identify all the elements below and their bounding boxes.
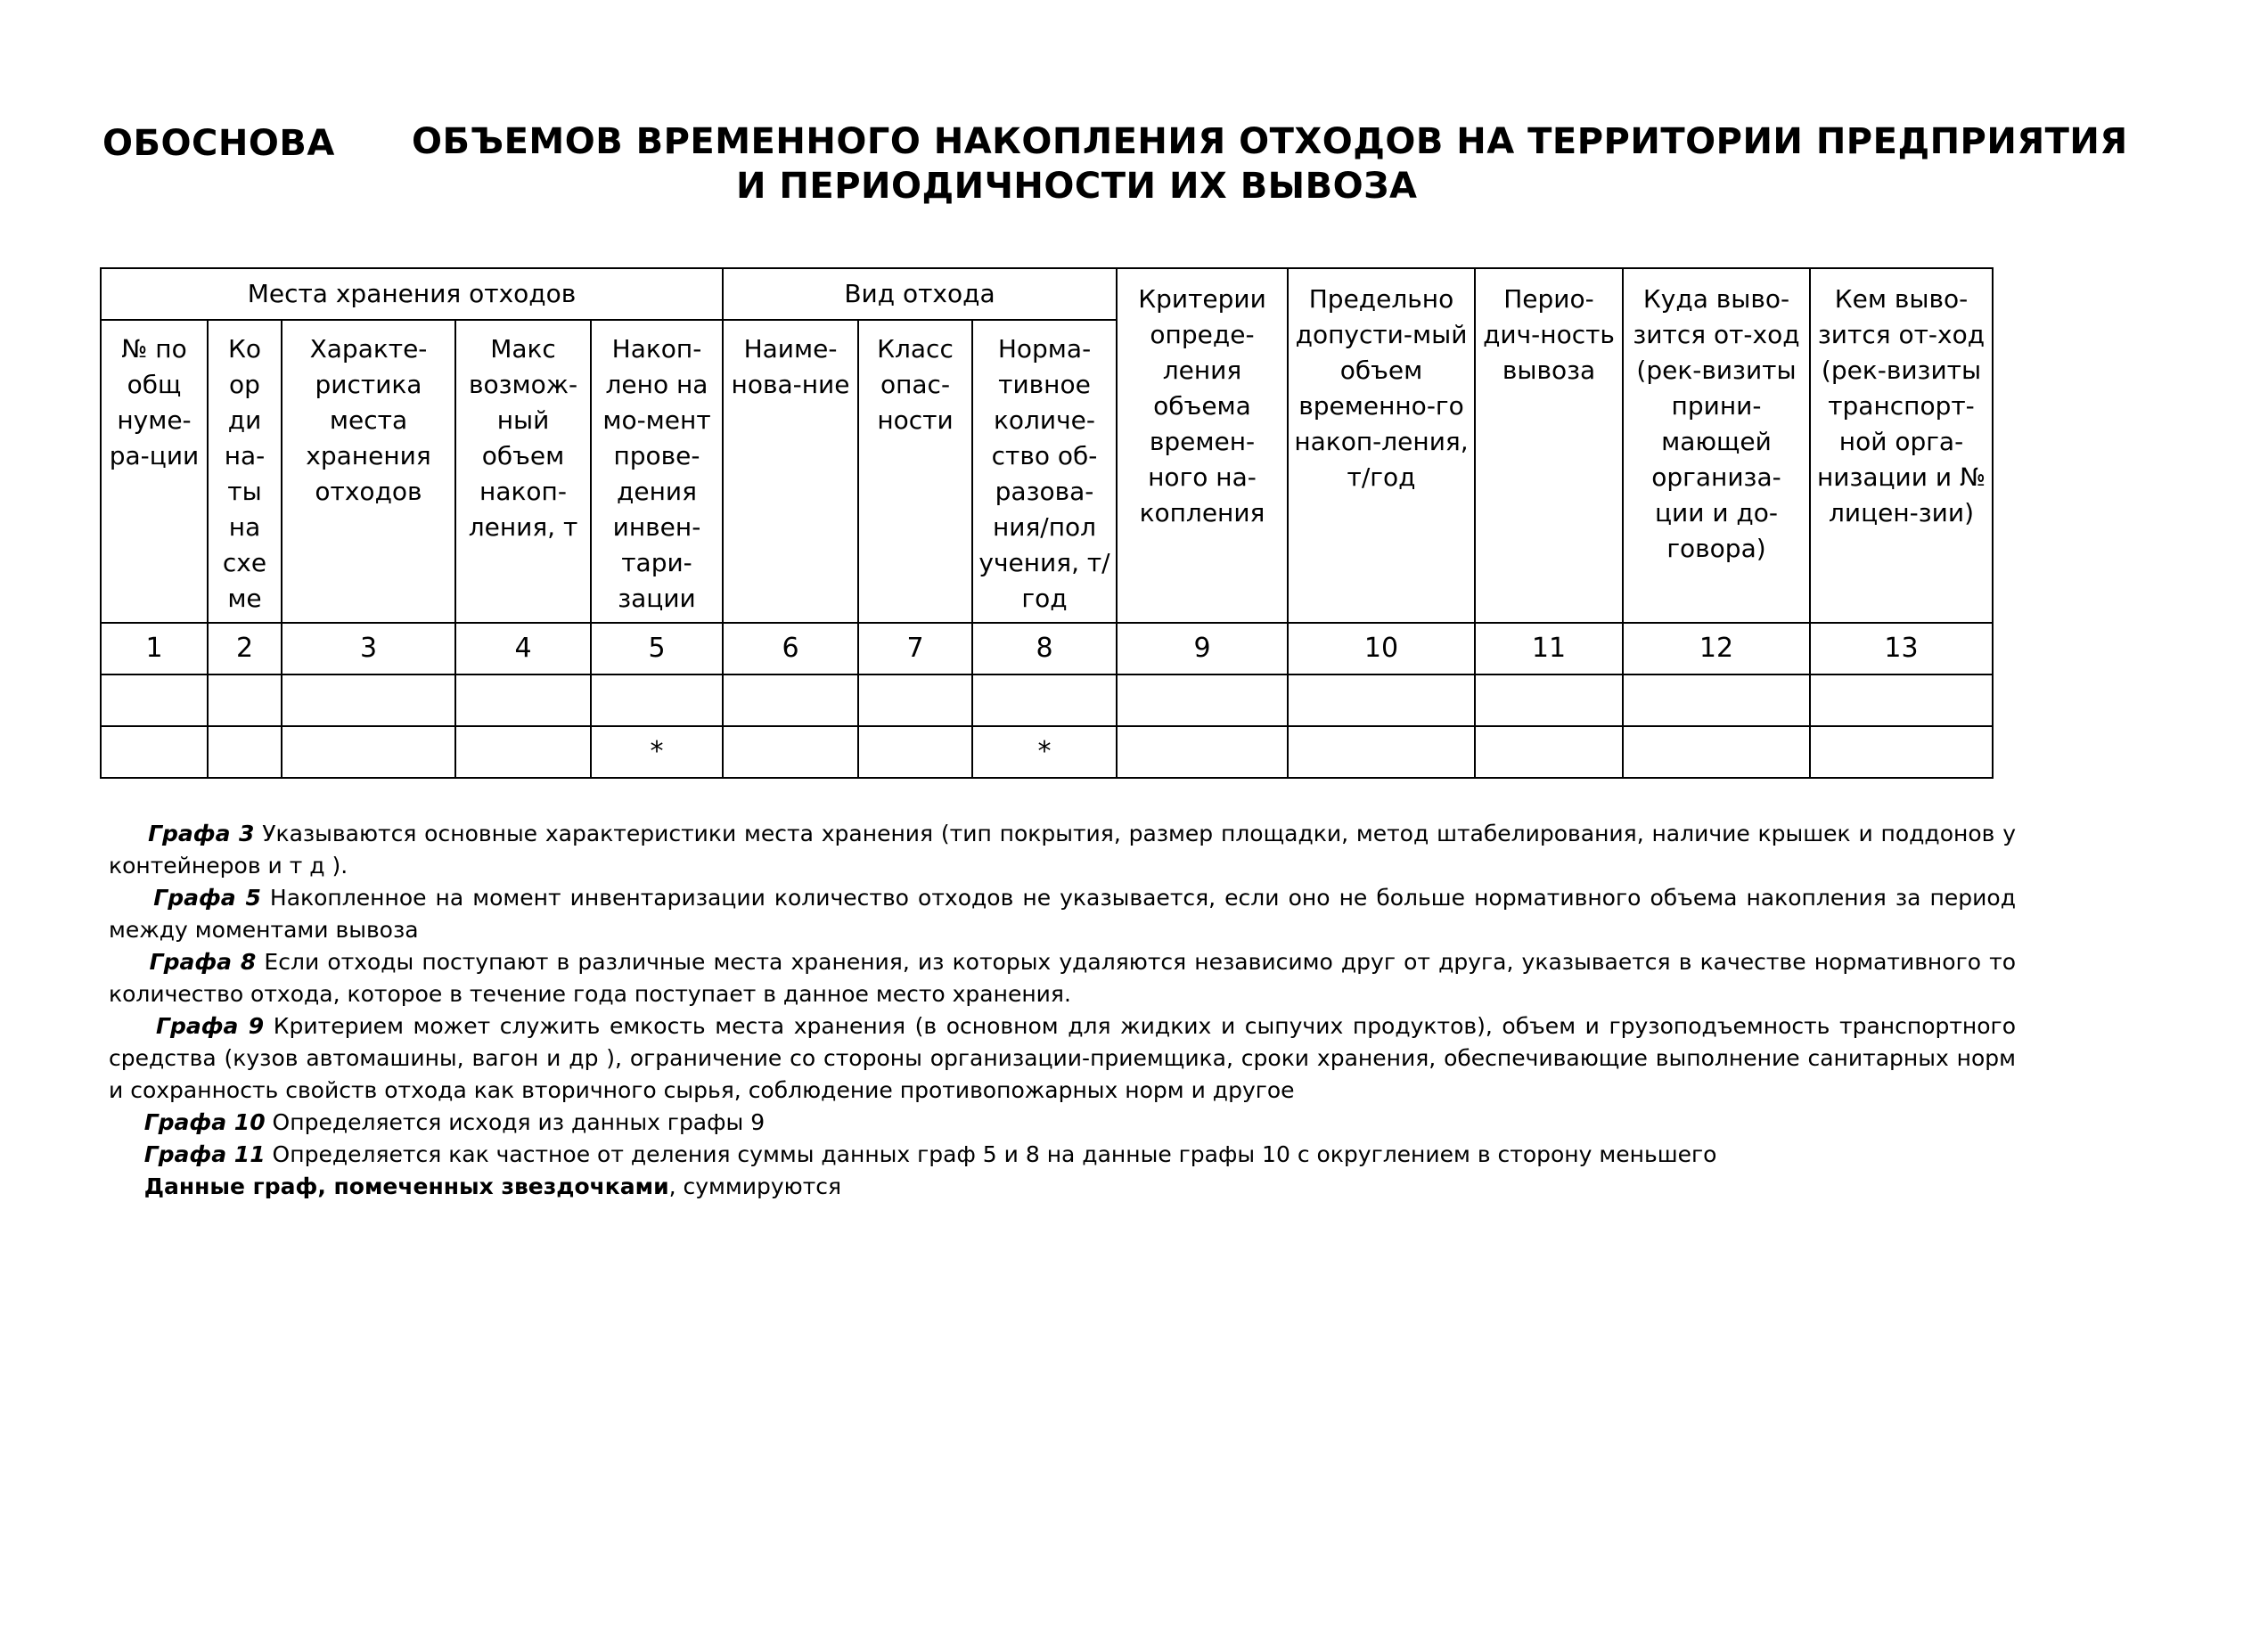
note-col-10 [109,1107,2016,1139]
table-cell [858,674,972,726]
note-col-11 [109,1139,2016,1171]
column-number: 9 [1117,623,1288,674]
table-cell [208,726,282,778]
column-number: 4 [455,623,591,674]
column-number: 10 [1288,623,1475,674]
column-number: 8 [972,623,1117,674]
table-cell [101,674,208,726]
note-final-bold: Данные граф, помеченных звездочками [143,1173,669,1199]
header-col-9: Критерии опреде-ления объема времен-ного на-копления [1117,268,1288,623]
header-col-1: № по общ нуме-ра-ции [101,320,208,623]
column-number: 1 [101,623,208,674]
table-cell [1117,726,1288,778]
note-text: Критерием может служить емкость места хранения (в основном для жидких и сыпучих продуктов), объем и грузоподъемность транспортного средства (кузов автомашины, вагон и др ), ограничение со стороны организации-приемщика, сроки хранения, обеспечивающие выполнение санитарных норм и сохранность свойств отхода как вторичного сырья, соблюдение противопожарных норм и другое [109,1013,2016,1103]
table-cell [1623,726,1810,778]
note-label: Графа 10 [143,1109,266,1135]
table-cell [1475,726,1623,778]
header-col-7: Класс опас-ности [858,320,972,623]
note-col-8 [109,946,2016,1010]
table-cell [1475,674,1623,726]
asterisk-mark-col-5: * [591,726,723,778]
note-text: Если отходы поступают в различные места хранения, из которых удаляются независимо друг от друга, указывается в качестве нормативного то количество отхода, которое в течение года поступает в данное место хранения. [109,949,2016,1007]
note-text: Определяется исходя из данных графы 9 [265,1109,766,1135]
column-number: 2 [208,623,282,674]
note-label: Графа 8 [149,949,257,975]
table-header-row-1 [101,268,1993,320]
column-number: 6 [723,623,858,674]
footnotes [109,818,2016,1203]
table-cell [282,726,455,778]
header-col-2: Ко ор ди на-ты на схе ме [208,320,282,623]
table-cell [455,674,591,726]
note-final [109,1171,2016,1203]
table-cell [282,674,455,726]
header-col-13: Кем выво-зится от-ход (рек-визиты транспорт-ной орга-низации и № лицен-зии) [1810,268,1993,623]
column-number: 7 [858,623,972,674]
column-number: 12 [1623,623,1810,674]
header-col-3: Характе-ристика места хранения отходов [282,320,455,623]
header-col-8: Норма-тивное количе-ство об-разова-ния/пол учения, т/год [972,320,1117,623]
table-cell [1810,726,1993,778]
header-col-5: Накоп-лено на мо-мент прове-дения инвен-тари-зации [591,320,723,623]
document-title-prefix: ОБОСНОВА [102,123,335,164]
note-text: Накопленное на момент инвентаризации количество отходов не указывается, если оно не больше нормативного объема накопления за период между моментами вывоза [109,885,2016,943]
note-text: Определяется как частное от деления суммы данных граф 5 и 8 на данные графы 10 с округлением в сторону меньшего [265,1141,1717,1167]
column-number: 5 [591,623,723,674]
header-col-10: Предельно допусти-мый объем временно-го накоп-ления, т/год [1288,268,1475,623]
column-number: 13 [1810,623,1993,674]
table-cell [208,674,282,726]
header-col-4: Макс возмож-ный объем накоп-ления, т [455,320,591,623]
table-cell [591,674,723,726]
note-col-9 [109,1010,2016,1107]
table-cell [1623,674,1810,726]
waste-storage-table [100,267,1994,779]
column-number-row [101,623,1993,674]
asterisk-mark-col-8: * [972,726,1117,778]
note-col-5 [109,882,2016,946]
column-number: 3 [282,623,455,674]
table-cell [1117,674,1288,726]
table-row [101,674,1993,726]
table-cell [455,726,591,778]
table-cell [1810,674,1993,726]
note-col-3 [109,818,2016,882]
table-cell [1288,726,1475,778]
document-title-line1: ОБЪЕМОВ ВРЕМЕННОГО НАКОПЛЕНИЯ ОТХОДОВ НА ТЕРРИТОРИИ ПРЕДПРИЯТИЯ [412,121,2128,162]
header-col-6: Наиме-нова-ние [723,320,858,623]
column-number: 11 [1475,623,1623,674]
header-col-12: Куда выво-зится от-ход (рек-визиты прини-мающей организа-ции и до-говора) [1623,268,1810,623]
note-label: Графа 3 [148,821,255,846]
header-col-11: Перио-дич-ность вывоза [1475,268,1623,623]
table-row-totals [101,726,1993,778]
table-cell [723,726,858,778]
table-cell [1288,674,1475,726]
table-cell [101,726,208,778]
header-waste-type-group: Вид отхода [723,268,1117,320]
table-cell [972,674,1117,726]
note-label: Графа 9 [156,1013,265,1039]
note-final-text: , суммируются [668,1173,842,1199]
header-storage-group: Места хранения отходов [101,268,723,320]
document-title-line2: И ПЕРИОДИЧНОСТИ ИХ ВЫВОЗА [736,166,1418,207]
note-label: Графа 5 [153,885,261,911]
note-label: Графа 11 [143,1141,266,1167]
table-cell [858,726,972,778]
note-text: Указываются основные характеристики места хранения (тип покрытия, размер площадки, метод штабелирования, наличие крышек и поддонов у контейнеров и т д ). [109,821,2016,879]
table-cell [723,674,858,726]
